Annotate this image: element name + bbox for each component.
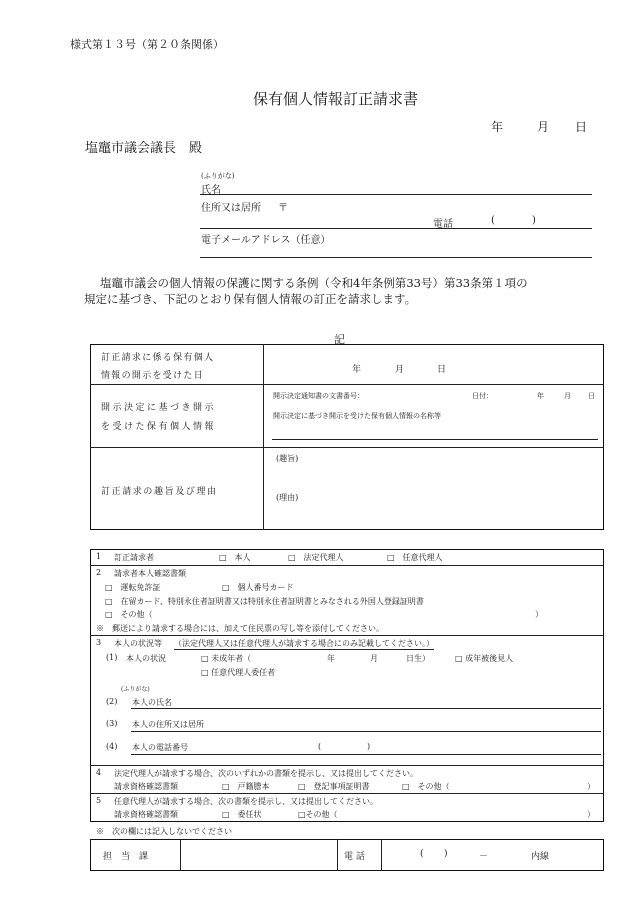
- phone-close: ): [532, 215, 536, 226]
- detail-sep-4: [90, 793, 604, 794]
- row1-label-b: 情報の開示を受けた日: [101, 371, 205, 381]
- s3-num: 3: [96, 638, 102, 647]
- row2-doc-no: 開示決定通知書の文書番号：: [273, 392, 364, 400]
- s3-1-birth: 日生）: [406, 654, 430, 663]
- s2-opt-residence[interactable]: □ 在留カード、特別永住者証明書又は特別永住者証明書とみなされる外国人登録証明書: [105, 597, 424, 606]
- s3-1-month: 月: [370, 654, 378, 663]
- s3-3-underline[interactable]: [131, 731, 601, 732]
- row2-month: 月: [564, 392, 571, 400]
- s3-3-label: 本人の住所又は居所: [132, 720, 204, 729]
- s5-close: ）: [587, 810, 595, 819]
- office-ext-label: 内線: [531, 852, 550, 862]
- s5-opt-other[interactable]: □その他（: [298, 810, 338, 819]
- row2-date-label: 日付：: [472, 392, 493, 400]
- row3-purpose: (趣旨): [276, 454, 299, 463]
- detail-sep-3: [90, 765, 604, 766]
- s5-label: 任意代理人が請求する場合、次の書類を提示し、又は提出してください。: [114, 797, 378, 806]
- s3-1-ward[interactable]: □ 成年被後見人: [455, 654, 514, 663]
- page-title: 保有個人情報訂正請求書: [253, 90, 419, 108]
- s3-2-underline[interactable]: [131, 708, 601, 709]
- s1-opt-voluntary[interactable]: □ 任意代理人: [387, 553, 443, 562]
- addressee: 塩竈市議会議長 殿: [85, 141, 203, 156]
- s4-opt-registry[interactable]: □ 登記事項証明書: [298, 782, 370, 791]
- name-underline[interactable]: [200, 194, 592, 195]
- s2-label: 請求者本人確認書類: [114, 569, 186, 578]
- row2-info-name: 開示決定に基づき開示を受けた保有個人情報の名称等: [273, 412, 441, 420]
- s3-4-label: 本人の電話番号: [132, 743, 188, 752]
- s4-opt-koseki[interactable]: □ 戸籍謄本: [222, 782, 270, 791]
- s4-close: ）: [587, 782, 595, 791]
- s3-note: （法定代理人又は任意代理人が請求する場合にのみ記載してください。）: [174, 639, 434, 648]
- body-line-2: 規定に基づき、下記のとおり保有個人情報の訂正を請求します。: [84, 292, 417, 306]
- s3-1-year: 年: [327, 654, 335, 663]
- s5-opt-proxy[interactable]: □ 委任状: [222, 810, 262, 819]
- office-phone-close: ): [444, 849, 448, 859]
- office-note: ※ 次の欄には記入しないでください: [96, 827, 232, 836]
- office-phone-label: 電 話: [344, 852, 365, 862]
- phone-label: 電話: [433, 219, 453, 230]
- name-label: 氏名: [201, 185, 221, 196]
- row3-label: 訂正請求の趣旨及び理由: [101, 487, 218, 497]
- office-dash: －: [479, 852, 489, 862]
- main-table-row1-sep: [90, 384, 604, 385]
- row1-day: 日: [437, 365, 447, 375]
- row2-label-b: を受けた保有個人情報: [101, 422, 217, 432]
- row2-label-a: 開示決定に基づき開示: [101, 403, 217, 413]
- s5-num: 5: [96, 796, 102, 805]
- detail-sep-1: [90, 565, 604, 566]
- main-table-row2-sep: [90, 447, 604, 448]
- row1-year: 年: [352, 365, 362, 375]
- s1-num: 1: [96, 552, 102, 561]
- row1-label-a: 訂正請求に係る保有個人: [101, 353, 215, 363]
- s2-opt-other-close: ）: [535, 610, 543, 619]
- row2-info-underline[interactable]: [272, 439, 598, 440]
- email-label: 電子メールアドレス（任意）: [201, 235, 331, 246]
- row2-year: 年: [537, 392, 544, 400]
- s3-2-num: (2): [106, 697, 118, 706]
- s1-opt-self[interactable]: □ 本人: [219, 553, 251, 562]
- s3-1-minor[interactable]: □ 未成年者（: [201, 654, 252, 663]
- s1-label: 訂正請求者: [114, 553, 154, 562]
- s3-3-num: (3): [106, 719, 118, 728]
- s2-note: ※ 郵送により請求する場合には、加えて住民票の写し等を添付してください。: [96, 624, 384, 633]
- office-div-3: [381, 839, 382, 871]
- s1-opt-legal[interactable]: □ 法定代理人: [288, 553, 344, 562]
- postal-mark: 〒: [278, 203, 288, 214]
- detail-sep-2: [90, 635, 604, 636]
- office-phone-open: (: [420, 849, 424, 859]
- email-underline[interactable]: [200, 257, 592, 258]
- s3-4-underline[interactable]: [131, 754, 601, 755]
- s4-label: 法定代理人が請求する場合、次のいずれかの書類を提示し、又は提出してください。: [114, 769, 418, 778]
- row3-reason: (理由): [276, 493, 299, 502]
- s2-opt-other[interactable]: □ その他（: [105, 610, 153, 619]
- furigana-label: (ふりがな): [201, 172, 235, 180]
- address-label: 住所又は居所: [201, 203, 261, 214]
- s2-opt-mynumber[interactable]: □ 個人番号カード: [222, 583, 294, 592]
- phone-open: (: [491, 215, 495, 226]
- s3-4-open: (: [318, 742, 322, 751]
- date-month-label: 月: [537, 120, 550, 134]
- form-number: 様式第１３号（第２０条関係）: [70, 38, 224, 51]
- date-day-label: 日: [575, 120, 588, 134]
- s3-4-close: ): [367, 742, 371, 751]
- s2-opt-license[interactable]: □ 運転免許証: [105, 583, 161, 592]
- s5-docs: 請求資格確認書類: [114, 810, 178, 819]
- s4-num: 4: [96, 768, 102, 777]
- s4-opt-other[interactable]: □ その他（: [402, 782, 450, 791]
- office-div-1: [180, 839, 181, 871]
- office-dept-label: 担 当 課: [103, 852, 149, 862]
- s4-docs: 請求資格確認書類: [114, 782, 178, 791]
- ki-label: 記: [334, 333, 345, 346]
- s3-1-label: 本人の状況: [126, 654, 166, 663]
- s3-1-num: (1): [106, 653, 118, 662]
- body-line-1: 塩竈市議会の個人情報の保護に関する条例（令和4年条例第33号）第33条第１項の: [100, 276, 528, 290]
- address-underline[interactable]: [200, 228, 592, 229]
- s2-num: 2: [96, 568, 102, 577]
- s3-1-principal[interactable]: □ 任意代理人委任者: [201, 668, 276, 677]
- s3-furigana: (ふりがな): [121, 686, 150, 693]
- row2-day: 日: [588, 392, 595, 400]
- s3-label: 本人の状況等: [114, 639, 162, 648]
- s3-2-label: 本人の氏名: [132, 698, 172, 707]
- date-year-label: 年: [491, 120, 504, 134]
- main-table-divider: [263, 344, 264, 530]
- row1-month: 月: [395, 365, 405, 375]
- office-div-2: [337, 839, 338, 871]
- s3-4-num: (4): [106, 742, 118, 751]
